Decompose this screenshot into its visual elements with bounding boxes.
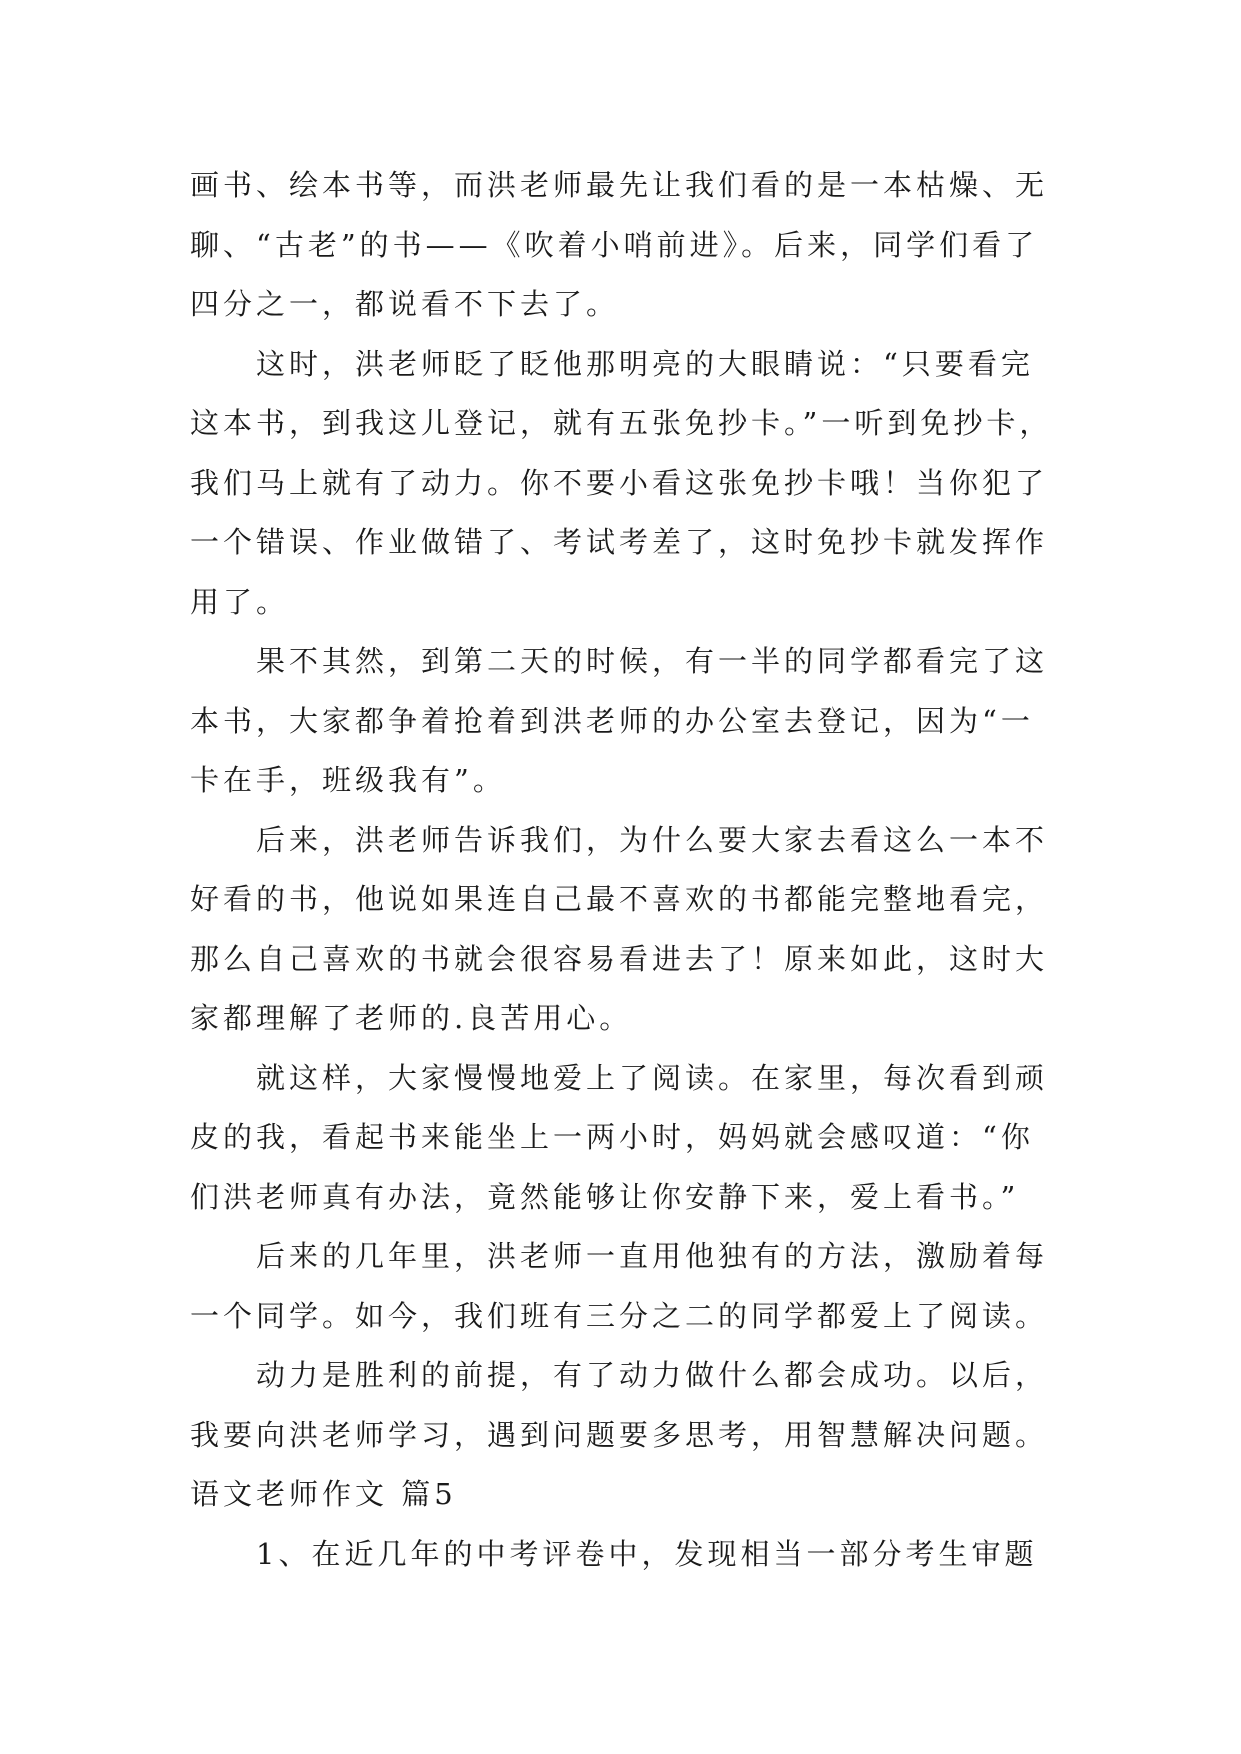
text-line: 动力是胜利的前提，有了动力做什么都会成功。以后， (256, 1358, 1049, 1392)
text-line: 那么自己喜欢的书就会很容易看进去了！原来如此，这时大 (190, 941, 1049, 976)
text-line: 这时，洪老师眨了眨他那明亮的大眼睛说：“只要看完 (256, 346, 1034, 381)
text-line: 用了。 (190, 584, 290, 619)
text-line: 卡在手，班级我有”。 (190, 763, 506, 797)
text-line: 好看的书，他说如果连自己最不喜欢的书都能完整地看完， (190, 882, 1049, 916)
document-body (190, 156, 1070, 1584)
text-line: 聊、“古老”的书——《吹着小哨前进》。后来，同学们看了 (190, 227, 1039, 262)
text-line: 皮的我，看起书来能坐上一两小时，妈妈就会感叹道：“你 (190, 1120, 1034, 1154)
text-line: 一个错误、作业做错了、考试考差了，这时免抄卡就发挥作 (190, 525, 1049, 559)
text-line: 我要向洪老师学习，遇到问题要多思考，用智慧解决问题。 (190, 1417, 1049, 1452)
text-line: 一个同学。如今，我们班有三分之二的同学都爱上了阅读。 (190, 1298, 1049, 1333)
text-line: 果不其然，到第二天的时候，有一半的同学都看完了这 (256, 644, 1049, 678)
text-line: 们洪老师真有办法，竟然能够让你安静下来，爱上看书。” (190, 1179, 1020, 1214)
text-line: 就这样，大家慢慢地爱上了阅读。在家里，每次看到顽 (256, 1060, 1049, 1095)
text-line: 后来，洪老师告诉我们，为什么要大家去看这么一本不 (256, 822, 1049, 857)
text-line: 画书、绘本书等，而洪老师最先让我们看的是一本枯燥、无 (190, 168, 1049, 202)
text-line: 这本书，到我这儿登记，就有五张免抄卡。”一听到免抄卡， (190, 406, 1053, 440)
text-line: 后来的几年里，洪老师一直用他独有的方法，激励着每 (256, 1239, 1049, 1273)
text-line: 语文老师作文 篇5 (190, 1477, 457, 1511)
text-line: 1、在近几年的中考评卷中，发现相当一部分考生审题 (256, 1536, 1038, 1571)
text-line: 家都理解了老师的.良苦用心。 (190, 1001, 633, 1035)
text-line: 四分之一，都说看不下去了。 (190, 287, 620, 321)
text-line: 本书，大家都争着抢着到洪老师的办公室去登记，因为“一 (190, 703, 1034, 738)
text-line: 我们马上就有了动力。你不要小看这张免抄卡哦！当你犯了 (190, 465, 1049, 500)
